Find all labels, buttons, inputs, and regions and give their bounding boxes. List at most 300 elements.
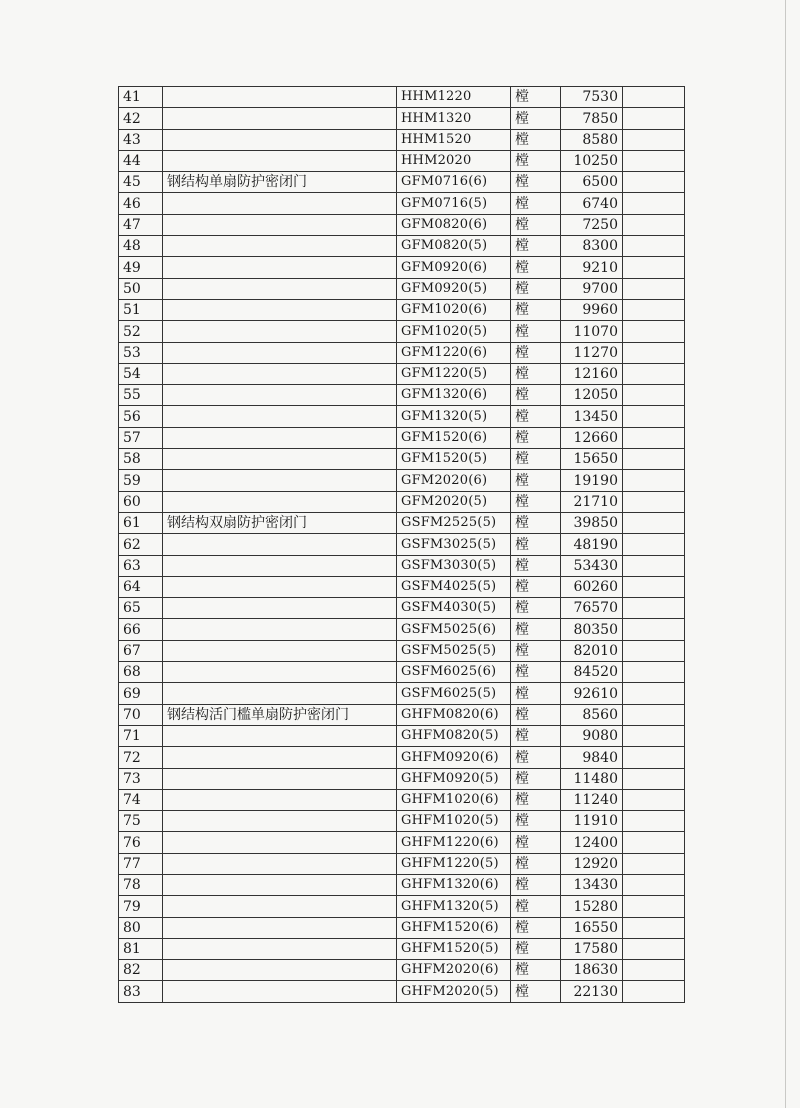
cell-model: HHM1520 [397, 129, 511, 150]
cell-name [163, 236, 397, 257]
cell-number: 74 [119, 789, 163, 810]
cell-price: 15280 [561, 896, 623, 917]
cell-model: GHFM1020(6) [397, 789, 511, 810]
cell-name [163, 214, 397, 235]
cell-name [163, 853, 397, 874]
cell-number: 69 [119, 683, 163, 704]
table-row [119, 491, 685, 512]
cell-number: 45 [119, 172, 163, 193]
cell-name [163, 640, 397, 661]
cell-price: 9700 [561, 278, 623, 299]
cell-number: 65 [119, 598, 163, 619]
cell-number: 75 [119, 811, 163, 832]
cell-model: GFM0820(5) [397, 236, 511, 257]
cell-model: GFM0920(6) [397, 257, 511, 278]
cell-number: 47 [119, 214, 163, 235]
cell-number: 52 [119, 321, 163, 342]
cell-model: GHFM1020(5) [397, 811, 511, 832]
table-row [119, 406, 685, 427]
cell-note [623, 491, 685, 512]
cell-unit: 樘 [511, 662, 561, 683]
cell-note [623, 342, 685, 363]
cell-name [163, 406, 397, 427]
table-row [119, 129, 685, 150]
cell-price: 80350 [561, 619, 623, 640]
cell-unit: 樘 [511, 129, 561, 150]
cell-unit: 樘 [511, 449, 561, 470]
table-row [119, 534, 685, 555]
cell-price: 16550 [561, 917, 623, 938]
cell-price: 82010 [561, 640, 623, 661]
cell-model: GSFM5025(5) [397, 640, 511, 661]
table-row [119, 299, 685, 320]
table-row [119, 214, 685, 235]
cell-unit: 樘 [511, 960, 561, 981]
cell-price: 15650 [561, 449, 623, 470]
cell-note [623, 321, 685, 342]
cell-model: GHFM1220(5) [397, 853, 511, 874]
cell-price: 17580 [561, 938, 623, 959]
cell-price: 11910 [561, 811, 623, 832]
table-row [119, 832, 685, 853]
cell-price: 12050 [561, 385, 623, 406]
cell-unit: 樘 [511, 321, 561, 342]
cell-number: 51 [119, 299, 163, 320]
cell-note [623, 534, 685, 555]
cell-number: 79 [119, 896, 163, 917]
cell-unit: 樘 [511, 512, 561, 533]
cell-name [163, 257, 397, 278]
cell-name [163, 193, 397, 214]
cell-unit: 樘 [511, 427, 561, 448]
cell-number: 70 [119, 704, 163, 725]
cell-price: 39850 [561, 512, 623, 533]
cell-number: 43 [119, 129, 163, 150]
cell-note [623, 214, 685, 235]
cell-name [163, 789, 397, 810]
cell-price: 9960 [561, 299, 623, 320]
cell-price: 9840 [561, 747, 623, 768]
table-row [119, 938, 685, 959]
cell-price: 60260 [561, 576, 623, 597]
cell-note [623, 87, 685, 108]
cell-number: 50 [119, 278, 163, 299]
cell-model: GHFM1320(6) [397, 874, 511, 895]
cell-number: 78 [119, 874, 163, 895]
cell-price: 18630 [561, 960, 623, 981]
cell-name [163, 278, 397, 299]
cell-unit: 樘 [511, 640, 561, 661]
table-row [119, 150, 685, 171]
cell-name [163, 725, 397, 746]
cell-name [163, 576, 397, 597]
cell-name [163, 832, 397, 853]
cell-note [623, 960, 685, 981]
cell-unit: 樘 [511, 363, 561, 384]
cell-name [163, 683, 397, 704]
cell-price: 10250 [561, 150, 623, 171]
cell-price: 22130 [561, 981, 623, 1002]
cell-model: GHFM1520(5) [397, 938, 511, 959]
cell-price: 84520 [561, 662, 623, 683]
cell-name: 钢结构单扇防护密闭门 [163, 172, 397, 193]
cell-model: GFM1020(6) [397, 299, 511, 320]
cell-number: 53 [119, 342, 163, 363]
table-row [119, 874, 685, 895]
cell-name [163, 491, 397, 512]
cell-model: GFM1520(5) [397, 449, 511, 470]
cell-name [163, 917, 397, 938]
cell-price: 53430 [561, 555, 623, 576]
cell-price: 11240 [561, 789, 623, 810]
table-row [119, 108, 685, 129]
cell-unit: 樘 [511, 832, 561, 853]
table-row [119, 896, 685, 917]
cell-note [623, 576, 685, 597]
cell-number: 59 [119, 470, 163, 491]
cell-note [623, 811, 685, 832]
table-row [119, 853, 685, 874]
cell-name [163, 363, 397, 384]
cell-name [163, 87, 397, 108]
cell-name [163, 150, 397, 171]
cell-name: 钢结构活门槛单扇防护密闭门 [163, 704, 397, 725]
cell-unit: 樘 [511, 704, 561, 725]
table-row [119, 172, 685, 193]
cell-price: 6500 [561, 172, 623, 193]
cell-model: GFM1220(5) [397, 363, 511, 384]
cell-name [163, 321, 397, 342]
cell-name [163, 385, 397, 406]
table-row [119, 87, 685, 108]
table-row [119, 555, 685, 576]
cell-unit: 樘 [511, 236, 561, 257]
cell-note [623, 108, 685, 129]
cell-number: 67 [119, 640, 163, 661]
table-row [119, 619, 685, 640]
cell-number: 44 [119, 150, 163, 171]
cell-number: 62 [119, 534, 163, 555]
table-row [119, 917, 685, 938]
cell-price: 11270 [561, 342, 623, 363]
table-row [119, 683, 685, 704]
cell-number: 60 [119, 491, 163, 512]
cell-name [163, 555, 397, 576]
cell-number: 77 [119, 853, 163, 874]
cell-note [623, 747, 685, 768]
cell-unit: 樘 [511, 385, 561, 406]
table-row [119, 981, 685, 1002]
table-row [119, 725, 685, 746]
table-row [119, 236, 685, 257]
table-row [119, 747, 685, 768]
cell-model: GFM1220(6) [397, 342, 511, 363]
cell-price: 7530 [561, 87, 623, 108]
cell-price: 8560 [561, 704, 623, 725]
cell-note [623, 619, 685, 640]
cell-number: 66 [119, 619, 163, 640]
table-row [119, 960, 685, 981]
cell-unit: 樘 [511, 725, 561, 746]
table-row [119, 512, 685, 533]
page-edge-shadow [785, 0, 786, 1108]
cell-unit: 樘 [511, 619, 561, 640]
cell-number: 42 [119, 108, 163, 129]
cell-note [623, 938, 685, 959]
cell-model: GHFM0920(5) [397, 768, 511, 789]
cell-unit: 樘 [511, 299, 561, 320]
cell-price: 92610 [561, 683, 623, 704]
cell-note [623, 981, 685, 1002]
cell-price: 12400 [561, 832, 623, 853]
cell-unit: 樘 [511, 789, 561, 810]
cell-model: GFM1320(5) [397, 406, 511, 427]
cell-number: 82 [119, 960, 163, 981]
cell-price: 7250 [561, 214, 623, 235]
cell-number: 46 [119, 193, 163, 214]
cell-name [163, 299, 397, 320]
cell-note [623, 150, 685, 171]
table-row [119, 342, 685, 363]
cell-number: 63 [119, 555, 163, 576]
cell-model: GSFM5025(6) [397, 619, 511, 640]
table-row [119, 811, 685, 832]
table-row [119, 576, 685, 597]
cell-name [163, 619, 397, 640]
cell-model: GHFM1320(5) [397, 896, 511, 917]
cell-price: 6740 [561, 193, 623, 214]
cell-price: 11480 [561, 768, 623, 789]
cell-name [163, 449, 397, 470]
cell-number: 41 [119, 87, 163, 108]
cell-unit: 樘 [511, 108, 561, 129]
table-row [119, 640, 685, 661]
cell-model: GFM0716(5) [397, 193, 511, 214]
cell-model: GHFM1520(6) [397, 917, 511, 938]
cell-note [623, 129, 685, 150]
cell-note [623, 598, 685, 619]
cell-model: GHFM0820(5) [397, 725, 511, 746]
cell-unit: 樘 [511, 257, 561, 278]
cell-unit: 樘 [511, 576, 561, 597]
cell-name [163, 598, 397, 619]
table-row [119, 449, 685, 470]
cell-unit: 樘 [511, 598, 561, 619]
cell-price: 21710 [561, 491, 623, 512]
cell-model: GSFM6025(6) [397, 662, 511, 683]
cell-note [623, 662, 685, 683]
cell-name [163, 662, 397, 683]
table-row [119, 662, 685, 683]
cell-number: 68 [119, 662, 163, 683]
table-row [119, 193, 685, 214]
cell-price: 48190 [561, 534, 623, 555]
cell-price: 8580 [561, 129, 623, 150]
cell-unit: 樘 [511, 491, 561, 512]
cell-note [623, 385, 685, 406]
cell-model: GFM0716(6) [397, 172, 511, 193]
cell-price: 7850 [561, 108, 623, 129]
cell-name [163, 768, 397, 789]
cell-model: GHFM0820(6) [397, 704, 511, 725]
cell-unit: 樘 [511, 683, 561, 704]
cell-note [623, 725, 685, 746]
cell-unit: 樘 [511, 981, 561, 1002]
cell-model: GFM1320(6) [397, 385, 511, 406]
cell-number: 81 [119, 938, 163, 959]
cell-note [623, 768, 685, 789]
cell-note [623, 193, 685, 214]
cell-model: GHFM2020(5) [397, 981, 511, 1002]
cell-name [163, 811, 397, 832]
cell-name [163, 896, 397, 917]
cell-unit: 樘 [511, 150, 561, 171]
cell-model: GFM0920(5) [397, 278, 511, 299]
cell-model: GFM2020(5) [397, 491, 511, 512]
cell-price: 12920 [561, 853, 623, 874]
table-row [119, 598, 685, 619]
cell-note [623, 640, 685, 661]
cell-note [623, 363, 685, 384]
cell-price: 12660 [561, 427, 623, 448]
cell-unit: 樘 [511, 193, 561, 214]
cell-name [163, 427, 397, 448]
cell-price: 13430 [561, 874, 623, 895]
cell-model: GFM1520(6) [397, 427, 511, 448]
table-body [119, 87, 685, 1003]
cell-model: GHFM0920(6) [397, 747, 511, 768]
cell-note [623, 278, 685, 299]
cell-note [623, 683, 685, 704]
cell-unit: 樘 [511, 811, 561, 832]
cell-unit: 樘 [511, 917, 561, 938]
cell-name [163, 938, 397, 959]
cell-number: 56 [119, 406, 163, 427]
cell-name [163, 108, 397, 129]
cell-model: GSFM3030(5) [397, 555, 511, 576]
cell-model: HHM1320 [397, 108, 511, 129]
table-row [119, 427, 685, 448]
cell-note [623, 427, 685, 448]
cell-model: GSFM2525(5) [397, 512, 511, 533]
cell-unit: 樘 [511, 747, 561, 768]
cell-unit: 樘 [511, 874, 561, 895]
cell-unit: 樘 [511, 214, 561, 235]
cell-note [623, 874, 685, 895]
cell-note [623, 832, 685, 853]
cell-name: 钢结构双扇防护密闭门 [163, 512, 397, 533]
cell-model: GFM0820(6) [397, 214, 511, 235]
cell-model: GSFM6025(5) [397, 683, 511, 704]
cell-number: 71 [119, 725, 163, 746]
cell-unit: 樘 [511, 87, 561, 108]
cell-model: GSFM4030(5) [397, 598, 511, 619]
cell-note [623, 512, 685, 533]
table-row [119, 278, 685, 299]
cell-note [623, 555, 685, 576]
cell-model: GFM2020(6) [397, 470, 511, 491]
cell-price: 19190 [561, 470, 623, 491]
cell-note [623, 896, 685, 917]
cell-model: HHM1220 [397, 87, 511, 108]
cell-number: 64 [119, 576, 163, 597]
cell-name [163, 470, 397, 491]
cell-note [623, 704, 685, 725]
cell-unit: 樘 [511, 172, 561, 193]
cell-number: 72 [119, 747, 163, 768]
cell-unit: 樘 [511, 555, 561, 576]
cell-price: 12160 [561, 363, 623, 384]
table-row [119, 704, 685, 725]
cell-number: 49 [119, 257, 163, 278]
cell-note [623, 257, 685, 278]
cell-model: HHM2020 [397, 150, 511, 171]
cell-name [163, 342, 397, 363]
table-row [119, 768, 685, 789]
cell-note [623, 172, 685, 193]
table-row [119, 470, 685, 491]
cell-note [623, 299, 685, 320]
cell-model: GHFM2020(6) [397, 960, 511, 981]
cell-note [623, 853, 685, 874]
cell-unit: 樘 [511, 896, 561, 917]
cell-number: 80 [119, 917, 163, 938]
cell-number: 48 [119, 236, 163, 257]
cell-unit: 樘 [511, 278, 561, 299]
cell-price: 11070 [561, 321, 623, 342]
cell-note [623, 789, 685, 810]
cell-number: 58 [119, 449, 163, 470]
cell-note [623, 917, 685, 938]
cell-number: 76 [119, 832, 163, 853]
cell-unit: 樘 [511, 768, 561, 789]
cell-number: 55 [119, 385, 163, 406]
cell-unit: 樘 [511, 406, 561, 427]
cell-price: 76570 [561, 598, 623, 619]
cell-name [163, 981, 397, 1002]
cell-model: GSFM4025(5) [397, 576, 511, 597]
cell-unit: 樘 [511, 534, 561, 555]
cell-name [163, 534, 397, 555]
cell-model: GHFM1220(6) [397, 832, 511, 853]
cell-price: 9080 [561, 725, 623, 746]
cell-name [163, 960, 397, 981]
cell-number: 73 [119, 768, 163, 789]
cell-note [623, 406, 685, 427]
cell-note [623, 449, 685, 470]
cell-number: 83 [119, 981, 163, 1002]
table-row [119, 257, 685, 278]
cell-name [163, 747, 397, 768]
cell-unit: 樘 [511, 470, 561, 491]
table-row [119, 363, 685, 384]
table-row [119, 321, 685, 342]
cell-model: GSFM3025(5) [397, 534, 511, 555]
cell-price: 8300 [561, 236, 623, 257]
table-row [119, 385, 685, 406]
cell-note [623, 236, 685, 257]
cell-name [163, 874, 397, 895]
cell-name [163, 129, 397, 150]
cell-model: GFM1020(5) [397, 321, 511, 342]
table-row [119, 789, 685, 810]
cell-number: 54 [119, 363, 163, 384]
price-table [118, 86, 685, 1003]
cell-price: 13450 [561, 406, 623, 427]
cell-note [623, 470, 685, 491]
cell-number: 61 [119, 512, 163, 533]
cell-number: 57 [119, 427, 163, 448]
